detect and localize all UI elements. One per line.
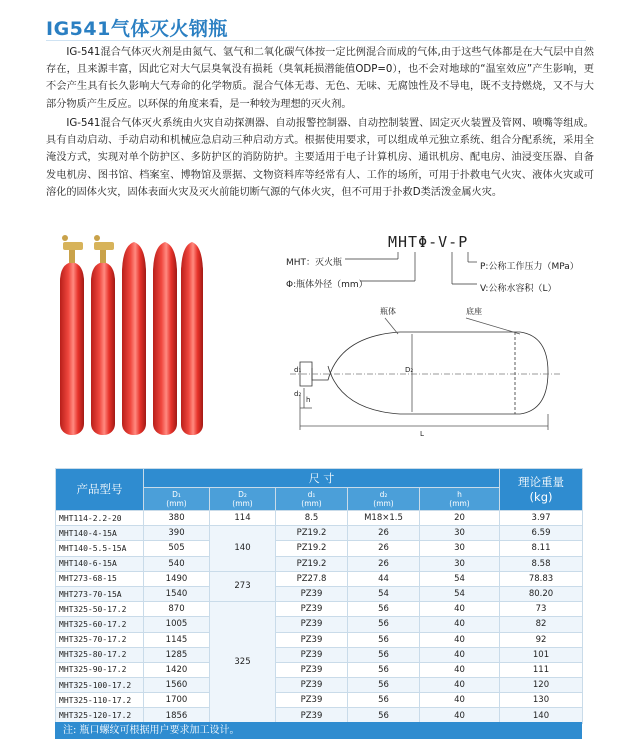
cell-value: 1856 <box>144 708 210 723</box>
cell-value: M18×1.5 <box>348 511 420 526</box>
subheader-unit: (mm) <box>449 499 470 508</box>
subheader-symbol: D₂ <box>238 490 247 499</box>
cell-d2: 273 <box>210 571 276 601</box>
cell-value: PZ39 <box>276 662 348 677</box>
subheader-unit: (mm) <box>373 499 394 508</box>
cell-value: 56 <box>348 647 420 662</box>
cell-model: MHT325-100-17.2 <box>56 678 144 693</box>
table-row <box>56 662 583 677</box>
cell-value: 30 <box>420 541 500 556</box>
cell-value: 40 <box>420 617 500 632</box>
cell-value: 40 <box>420 662 500 677</box>
table-row <box>56 647 583 662</box>
cell-value: PZ19.2 <box>276 526 348 541</box>
cell-value: 56 <box>348 708 420 723</box>
cell-value: 73 <box>500 602 583 617</box>
label-body: 瓶体 <box>380 307 396 316</box>
cell-model: MHT325-80-17.2 <box>56 647 144 662</box>
cell-value: 1005 <box>144 617 210 632</box>
dim-h: h <box>306 396 311 404</box>
cell-value: 1540 <box>144 586 210 601</box>
cell-value: 40 <box>420 708 500 723</box>
cell-value: PZ39 <box>276 678 348 693</box>
cylinders-image <box>55 230 205 440</box>
cell-value: 80.20 <box>500 586 583 601</box>
table-row <box>56 693 583 708</box>
cylinder-4 <box>153 242 177 435</box>
cell-value: 1490 <box>144 571 210 586</box>
cell-value: PZ39 <box>276 617 348 632</box>
cell-value: 40 <box>420 678 500 693</box>
cylinder-1 <box>60 235 84 435</box>
cell-model: MHT114-2.2-20 <box>56 511 144 526</box>
subheader-1 <box>210 488 276 511</box>
cell-value: 390 <box>144 526 210 541</box>
cell-value: PZ39 <box>276 632 348 647</box>
cell-value: 6.59 <box>500 526 583 541</box>
table-row <box>56 511 583 526</box>
cell-value: PZ39 <box>276 586 348 601</box>
cell-value: 56 <box>348 617 420 632</box>
subheader-unit: (mm) <box>166 499 187 508</box>
cell-value: 8.58 <box>500 556 583 571</box>
cell-value: 30 <box>420 526 500 541</box>
table-row <box>56 571 583 586</box>
cell-d2: 325 <box>210 602 276 724</box>
cell-value: 40 <box>420 602 500 617</box>
cylinder-5 <box>181 242 203 435</box>
page-title: IG541气体灭火钢瓶 <box>46 18 228 40</box>
cell-value: 40 <box>420 693 500 708</box>
cell-value: PZ39 <box>276 602 348 617</box>
subheader-symbol: d₂ <box>379 490 388 499</box>
cell-value: 540 <box>144 556 210 571</box>
cell-value: 26 <box>348 526 420 541</box>
cell-value: 870 <box>144 602 210 617</box>
subheader-3 <box>348 488 420 511</box>
cell-value: 130 <box>500 693 583 708</box>
cell-value: 54 <box>348 586 420 601</box>
dim-d1: d₁ <box>294 366 302 374</box>
cell-value: 20 <box>420 511 500 526</box>
cell-value: 40 <box>420 647 500 662</box>
cell-value: 78.83 <box>500 571 583 586</box>
cell-value: 140 <box>500 708 583 723</box>
label-volume: V:公称水容积（L） <box>480 284 557 294</box>
cell-value: 54 <box>420 571 500 586</box>
cell-value: 8.5 <box>276 511 348 526</box>
cell-value: 56 <box>348 678 420 693</box>
cell-value: 26 <box>348 556 420 571</box>
cell-value: 8.11 <box>500 541 583 556</box>
cell-value: 54 <box>420 586 500 601</box>
cell-model: MHT325-50-17.2 <box>56 602 144 617</box>
cell-value: 56 <box>348 693 420 708</box>
system-paragraph: IG-541混合气体灭火系统由火灾自动探测器、自动报警控制器、自动控制装置、固定灭火装置及管网、喷嘴等组成。具有自动启动、手动启动和机械应急启动三种启动方式。根据使用要求，可以组成单元独立系统、组合分配系统，采用全淹没方式，实现对单个防护区、多防护区的消防防护。主要适用于电子计算机房、通讯机房、配电房、油浸变压器、自备发电机房、图书馆、档案室、博物馆及票据、文物资料库等经常有人、工作的场所，可用于扑救电气火灾、液体火灾或可溶化的固体火灾，固体表面火灾及灭火前能切断气源的气体火灾，但不可用于扑救D类活泼金属火灾。 <box>46 118 594 198</box>
cell-model: MHT273-70-15A <box>56 586 144 601</box>
header-size: 尺 寸 <box>144 469 500 488</box>
cell-value: 44 <box>348 571 420 586</box>
cell-value: 82 <box>500 617 583 632</box>
cell-value: PZ39 <box>276 647 348 662</box>
table-row <box>56 541 583 556</box>
cell-model: MHT140-6-15A <box>56 556 144 571</box>
cell-value: 380 <box>144 511 210 526</box>
spec-table <box>55 468 583 724</box>
label-base: 底座 <box>466 307 482 316</box>
cell-value: PZ19.2 <box>276 541 348 556</box>
table-row <box>56 632 583 647</box>
cell-model: MHT140-5.5-15A <box>56 541 144 556</box>
cell-value: 1420 <box>144 662 210 677</box>
cylinder-3 <box>122 242 146 435</box>
header-weight: 理论重量 (kg) <box>500 469 583 511</box>
cell-value: 92 <box>500 632 583 647</box>
dim-l: L <box>420 430 424 438</box>
cell-value: 1285 <box>144 647 210 662</box>
cell-value: 56 <box>348 602 420 617</box>
cell-value: PZ39 <box>276 693 348 708</box>
cell-model: MHT140-4-15A <box>56 526 144 541</box>
table-row <box>56 586 583 601</box>
dim-d2-big: D₂ <box>405 366 414 374</box>
cell-model: MHT325-60-17.2 <box>56 617 144 632</box>
table-note: 注: 瓶口螺纹可根据用户要求加工设计。 <box>55 722 582 739</box>
cell-value: 1700 <box>144 693 210 708</box>
subheader-unit: (mm) <box>301 499 322 508</box>
cell-value: 1145 <box>144 632 210 647</box>
subheader-4 <box>420 488 500 511</box>
label-phi: Φ:瓶体外径（mm） <box>286 280 368 290</box>
cylinder-2 <box>91 235 115 435</box>
cell-value: 3.97 <box>500 511 583 526</box>
cell-value: 101 <box>500 647 583 662</box>
table-row <box>56 602 583 617</box>
subheader-symbol: d₁ <box>307 490 316 499</box>
table-row <box>56 526 583 541</box>
cell-model: MHT273-68-15 <box>56 571 144 586</box>
cell-value: 120 <box>500 678 583 693</box>
cell-value: 505 <box>144 541 210 556</box>
cell-value: 111 <box>500 662 583 677</box>
table-row <box>56 617 583 632</box>
label-pressure: P:公称工作压力（MPa） <box>480 262 579 272</box>
cell-value: PZ27.8 <box>276 571 348 586</box>
cell-model: MHT325-70-17.2 <box>56 632 144 647</box>
cell-model: MHT325-90-17.2 <box>56 662 144 677</box>
subheader-0 <box>144 488 210 511</box>
cell-d2: 114 <box>210 511 276 526</box>
table-row <box>56 556 583 571</box>
cell-value: PZ19.2 <box>276 556 348 571</box>
cell-value: 40 <box>420 632 500 647</box>
cell-value: 1560 <box>144 678 210 693</box>
dim-d2: d₂ <box>294 390 302 398</box>
subheader-2 <box>276 488 348 511</box>
header-model: 产品型号 <box>56 469 144 511</box>
cell-value: PZ39 <box>276 708 348 723</box>
cell-value: 30 <box>420 556 500 571</box>
cell-value: 56 <box>348 662 420 677</box>
subheader-symbol: h <box>457 490 462 499</box>
cell-model: MHT325-120-17.2 <box>56 708 144 723</box>
cell-d2: 140 <box>210 526 276 572</box>
model-code-formula: MHTΦ-V-P <box>388 233 469 251</box>
table-row <box>56 708 583 723</box>
cell-value: 56 <box>348 632 420 647</box>
cell-value: 26 <box>348 541 420 556</box>
cell-model: MHT325-110-17.2 <box>56 693 144 708</box>
subheader-unit: (mm) <box>232 499 253 508</box>
title-divider <box>46 40 586 41</box>
label-mht: MHT：灭火瓶 <box>286 258 343 268</box>
table-row <box>56 678 583 693</box>
subheader-symbol: D₁ <box>172 490 181 499</box>
intro-paragraph: IG-541混合气体灭火剂是由氮气、氩气和二氧化碳气体按一定比例混合而成的气体,由于这些气体都是在大气层中自然存在，且来源丰富，因此它对大气层臭氧没有损耗（臭氧耗损潜能值ODP=0），也不会对地球的“温室效应”产生影响，更不会产生具有长久影响大气寿命的化学物质。混合气体无毒、无色、无味、无腐蚀性及不导电，既不支持燃烧，又不与大部分物质产生反应。以环保的角度来看，是一种较为理想的灭火剂。 <box>46 47 594 110</box>
